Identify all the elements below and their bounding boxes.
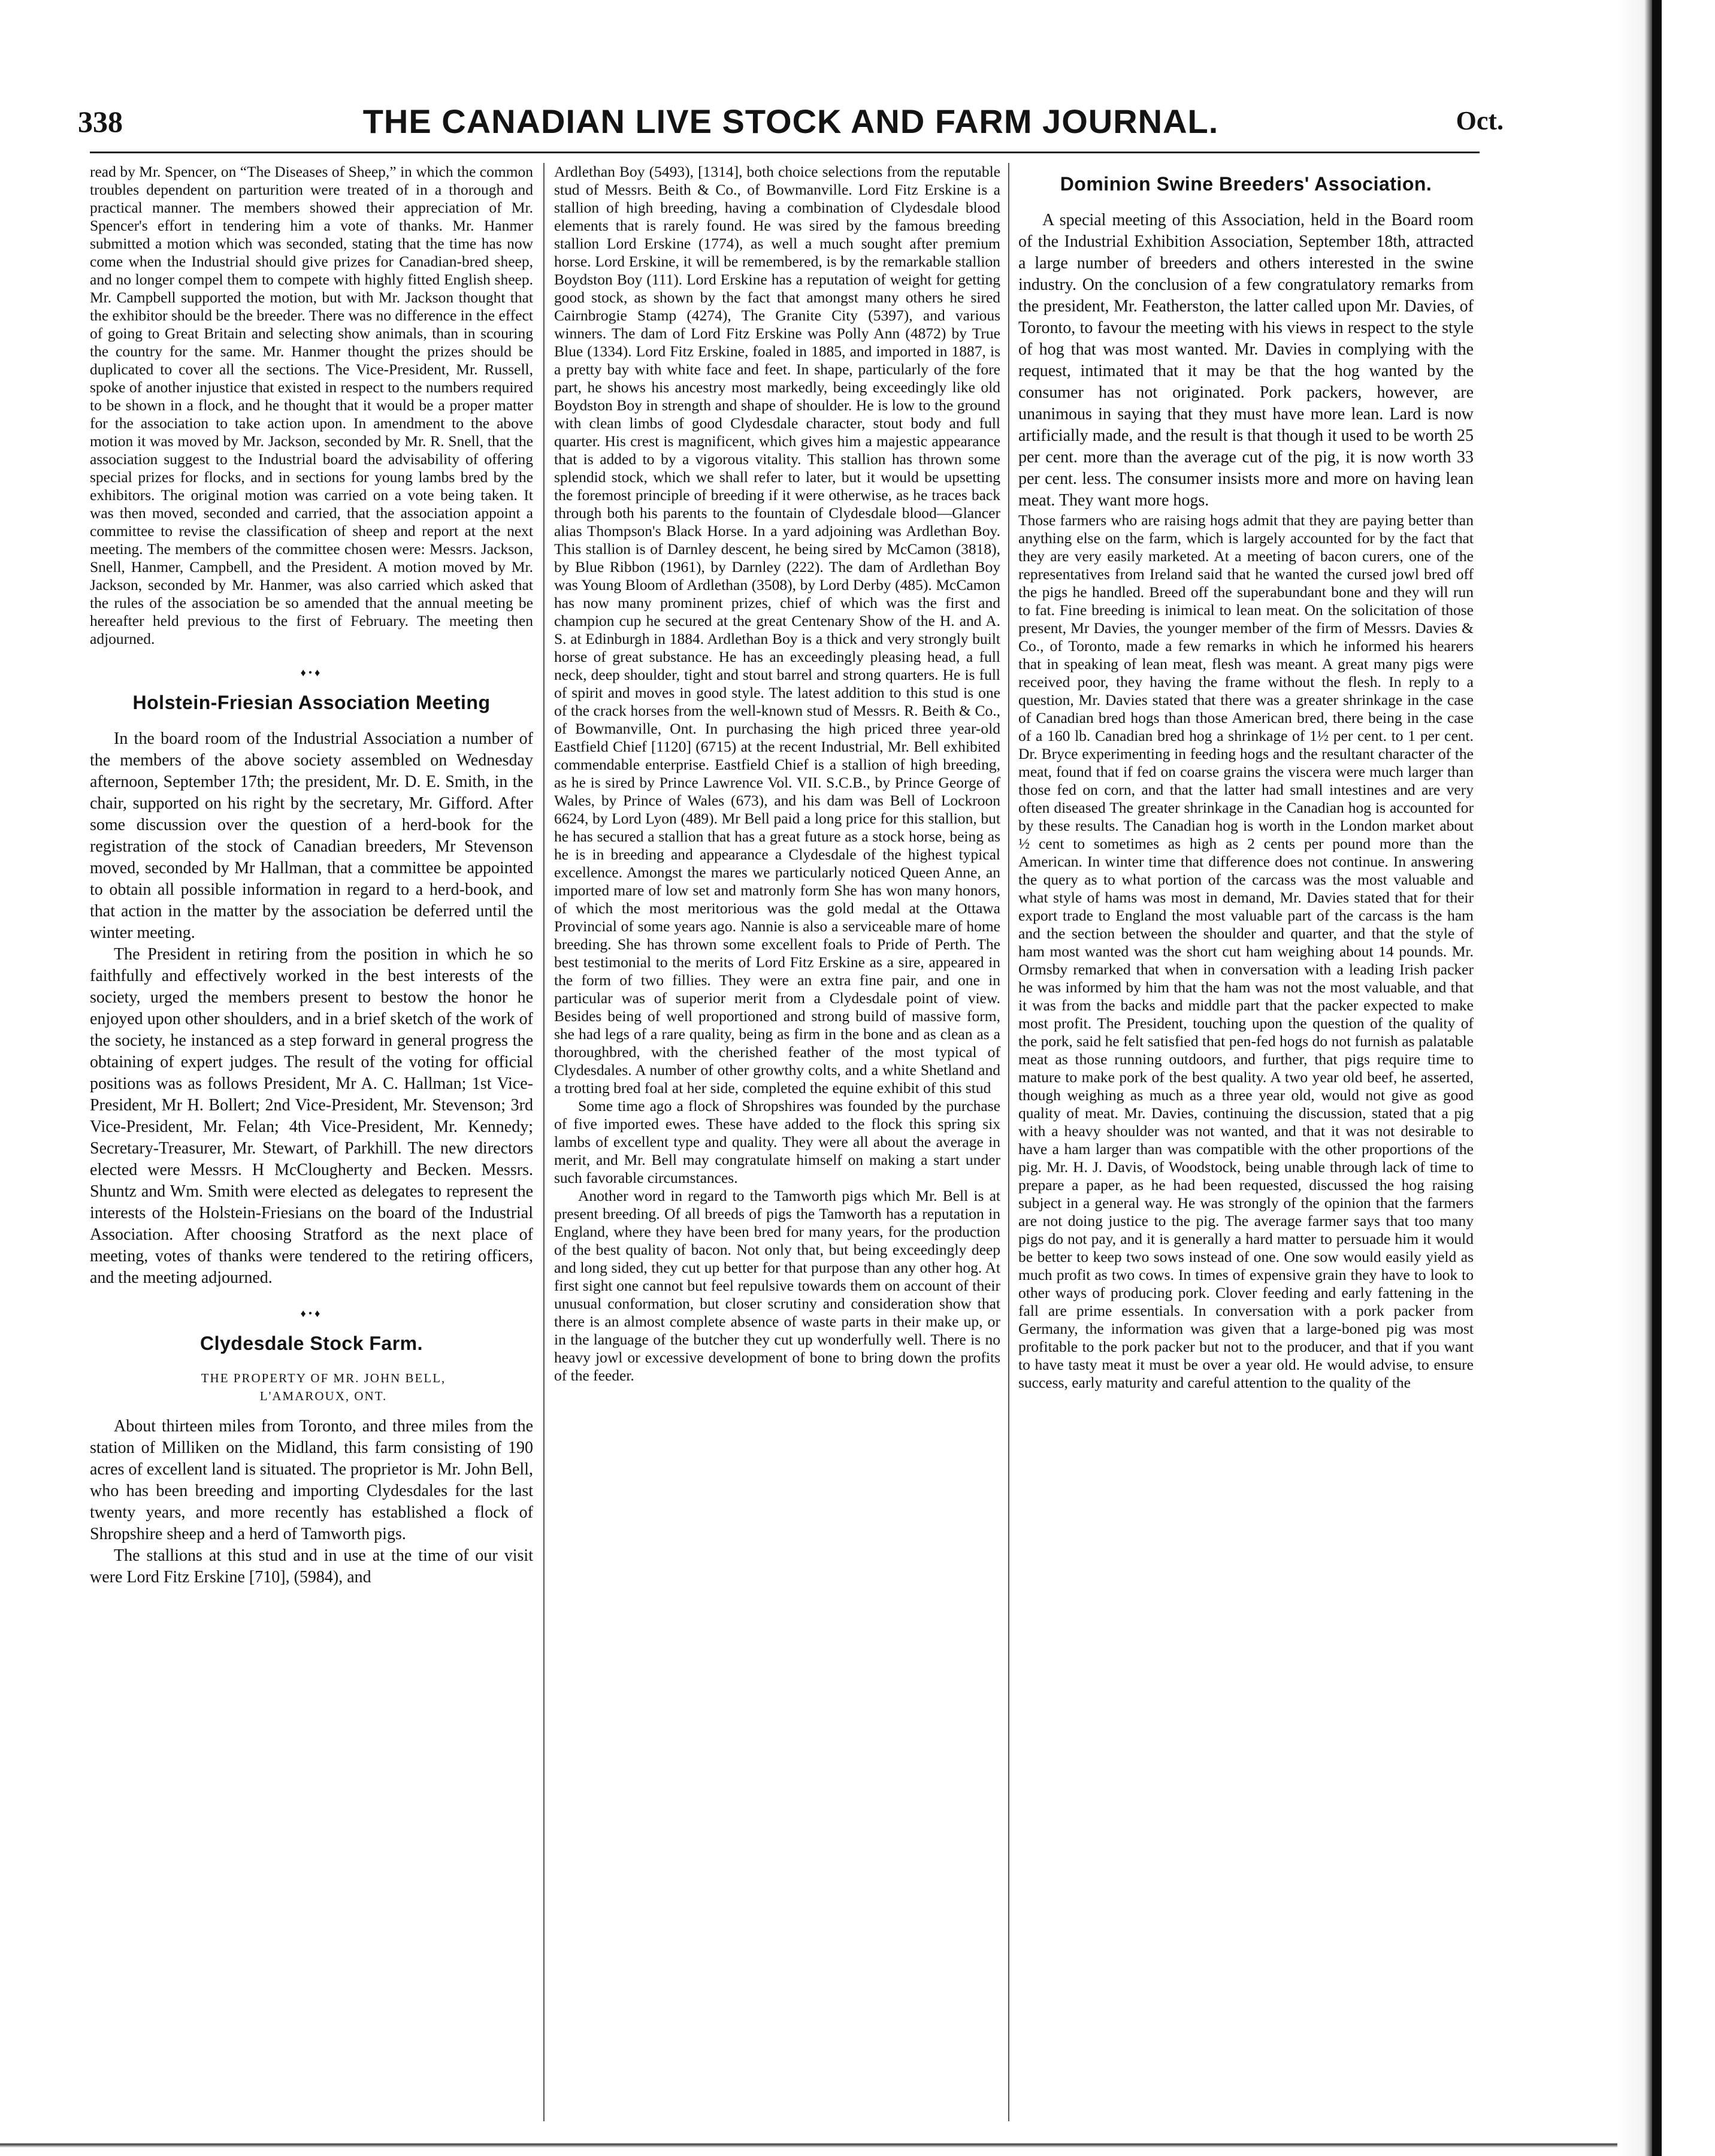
article-heading-swine: Dominion Swine Breeders' Association.	[1060, 173, 1432, 195]
article-paragraph: read by Mr. Spencer, on “The Diseases of Sheep,” in which the common troubles dependent on parturition were treated of in a thorough and practical manner. The members showed their appreciation of Mr. Spencer's effort in tendering him a vote of thanks. Mr. Hanmer submitted a motion which was seconded, stating that the time has now come when the Industrial should give prizes for Canadian-bred sheep, and no longer compel them to compete with highly fitted English sheep. Mr. Campbell supported the motion, but with Mr. Jackson thought that the exhibitor should be the breeder. There was no difference in the effect of going to Great Britain and selecting show animals, than in scouring the country for the same. Mr. Hanmer thought the prizes should be duplicated to cover all the sections. The Vice-President, Mr. Russell, spoke of another injustice that existed in respect to the numbers required to be shown in a flock, and he thought that it would be a proper matter for the association to take action upon. In amendment to the above motion it was moved by Mr. Jackson, seconded by Mr. R. Snell, that the association suggest to the Industrial board the advisability of offering special prizes for flocks, and in sections for young lambs bred by the exhibitors. The original motion was carried on a vote being taken. It was then moved, seconded and carried, that the association appoint a committee to revise the classification of sheep and report at the next meeting. The members of the committee chosen were: Messrs. Jackson, Snell, Hanmer, Campbell, and the President. A motion moved by Mr. Jackson, seconded by Mr. Hanmer, was also carried which asked that the rules of the association be so amended that the annual meeting be hereafter held previous to the first of February. The meeting then adjourned.	[90, 163, 533, 647]
page-number: 338	[78, 105, 123, 138]
article-paragraph: About thirteen miles from Toronto, and three miles from the station of Milliken on the Midland, this farm consisting of 190 acres of excellent land is situated. The proprietor is Mr. John Bell, who has been breeding and importing Clydesdales for the last twenty years, and more recently has established a flock of Shropshire sheep and a herd of Tamworth pigs.	[90, 1417, 533, 1543]
article-subheading: L'AMAROUX, ONT.	[259, 1389, 388, 1403]
article-paragraph: Another word in regard to the Tamworth pigs which Mr. Bell is at present breeding. Of all breeds of pigs the Tamworth has a reputation in England, where they have been bred for many years, for the production of the best quality of bacon. Not only that, but being exceedingly deep and long sided, they cut up better for that purpose than any other hog. At first sight one cannot but feel repulsive towards them on account of their unusual conformation, but closer scrutiny and consideration show that there is an almost complete absence of waste parts in their make up, or in the language of the butcher they cut up wonderfully well. There is no heavy jowl or excessive development of bone to bring down the profits of the feeder.	[554, 1187, 1000, 1384]
column-3	[1018, 163, 1474, 2124]
article-paragraph: The stallions at this stud and in use at the time of our visit were Lord Fitz Erskine [710], (5984), and	[90, 1546, 533, 1586]
column-rule	[1008, 163, 1009, 2121]
column-2	[554, 163, 1000, 2124]
scan-binding-shadow	[1617, 0, 1715, 2156]
article-paragraph: Ardlethan Boy (5493), [1314], both choice selections from the reputable stud of Messrs. Beith & Co., of Bowmanville. Lord Fitz Erskine is a stallion of high breeding, having a combination of Clydesdale blood elements that is rarely found. He was sired by the famous breeding stallion Lord Erskine (1774), as well a much sought after premium horse. Lord Erskine, it will be remembered, is by the remarkable stallion Boydston Boy (111). Lord Erskine has a reputation of weight for getting good stock, as shown by the fact that amongst many others he sired Cairnbrogie Stamp (4274), The Granite City (5397), and various winners. The dam of Lord Fitz Erskine was Polly Ann (4872) by True Blue (1334). Lord Fitz Erskine, foaled in 1885, and imported in 1887, is a pretty bay with white face and feet. In shape, particularly of the fore part, he shows his ancestry most markedly, being exceedingly like old Boydston Boy in strength and shape of shoulder. He is low to the ground with clean limbs of good Clydesdale character, stout body and full quarter. His crest is magnificent, which gives him a majestic appearance that is added to by a vigorous vitality. This stallion has thrown some splendid stock, which we shall refer to later, but it would be upsetting the foremost principle of breeding if it were otherwise, as he traces back through both his parents to the fountain of Clydesdale blood—Glancer alias Thompson's Black Horse. In a yard adjoining was Ardlethan Boy. This stallion is of Darnley descent, he being sired by McCamon (3818), by Blue Ribbon (1961), by Darnley (222). The dam of Ardlethan Boy was Young Bloom of Ardlethan (3508), by Lord Derby (485). McCamon has now many prominent prizes, chief of which was the first and champion cup he secured at the great Centenary Show of the H. and A. S. at Edinburgh in 1884. Ardlethan Boy is a thick and very strongly built horse of great substance. He has an exceedingly pleasing head, a full neck, deep shoulder, tight and stout barrel and strong quarters. He is full of spirit and moves in good style. The latest addition to this stud is one of the crack horses from the well-known stud of Messrs. R. Beith & Co., of Bowmanville, Ont. In purchasing the high priced three year-old Eastfield Chief [1120] (6715) at the recent Industrial, Mr. Bell exhibited commendable enterprise. Eastfield Chief is a stallion of high breeding, as he is sired by Prince Lawrence Vol. VII. S.C.B., by Prince George of Wales, by Prince of Wales (673), and his dam was Bell of Lockroon 6624, by Lord Lyon (489). Mr Bell paid a long price for this stallion, but he has secured a stallion that has a great future as a stock horse, being as he is in breeding and appearance a Clydesdale of the highest typical excellence. Amongst the mares we particularly noticed Queen Anne, an imported mare of low set and matronly form She has won many honors, of which the most meritorious was the gold medal at the Ottawa Provincial of some years ago. Nannie is also a serviceable mare of home breeding. She has thrown some excellent foals to Pride of Perth. The best testimonial to the merits of Lord Fitz Erskine as a sire, appeared in the form of two fillies. They were an extra fine pair, and one in particular was of superior merit from a Clydesdale point of view. Besides being of well proportioned and strong build of massive form, she had legs of a rare quality, being as firm in the bone and as clean as a thoroughbred, with the cherished feather of the most typical of Clydesdales. A number of other growthy colts, and a white Shetland and a trotting bred foal at her side, completed the equine exhibit of this stud	[554, 163, 1000, 1097]
column-rule	[543, 163, 545, 2121]
section-ornament: ♦•♦	[300, 1307, 323, 1319]
article-paragraph: The President in retiring from the position in which he so faithfully and effectively worked in the best interests of the society, urged the members present to bestow the honor he enjoyed upon other shoulders, and in a brief sketch of the work of the society, he instanced as a step forward in general progress the obtaining of expert judges. The result of the voting for official positions was as follows President, Mr A. C. Hallman; 1st Vice-President, Mr H. Bollert; 2nd Vice-President, Mr. Stevenson; 3rd Vice-President, Mr. Felan; 4th Vice-President, Mr. Kennedy; Secretary-Treasurer, Mr. Stewart, of Parkhill. The new directors elected were Messrs. H McClougherty and Becken. Messrs. Shuntz and Wm. Smith were elected as delegates to represent the interests of the Holstein-Friesians on the board of the Industrial Association. After choosing Stratford as the next place of meeting, votes of thanks were tendered to the retiring officers, and the meeting adjourned.	[90, 945, 533, 1287]
section-ornament: ♦•♦	[300, 667, 323, 679]
scan-bottom-edge	[0, 2132, 1617, 2156]
article-subheading: THE PROPERTY OF MR. JOHN BELL,	[201, 1371, 446, 1385]
header-rule	[90, 152, 1480, 153]
article-paragraph: Those farmers who are raising hogs admit that they are paying better than anything else on the farm, which is largely accounted for by the fact that they are very easily marketed. At a meeting of bacon curers, one of the representatives from Ireland said that he wanted the cursed jowl bred off the pigs he handled. Breed off the superabundant bone and they will run to fat. Fine breeding is inimical to lean meat. On the solicitation of those present, Mr Davies, the younger member of the firm of Messrs. Davies & Co., of Toronto, made a few remarks in which he informed his hearers that in speaking of lean meat, flesh was meant. A great many pigs were received poor, they having the frame without the flesh. In reply to a question, Mr. Davies stated that there was a greater shrinkage in the case of Canadian bred hogs than those American bred, there being in the case of a 160 lb. Canadian bred hog a shrinkage of 1½ per cent. to 1 per cent. Dr. Bryce experimenting in feeding hogs and the resultant character of the meat, found that if fed on coarse grains the viscera were much larger than those fed on corn, and that the latter had small intestines and are very often diseased The greater shrinkage in the Canadian hog is accounted for by these results. The Canadian hog is worth in the London market about ½ cent to sometimes as high as 2 cents per pound more than the American. In winter time that difference does not continue. In answering the query as to what portion of the carcass was the most valuable and what style of hams was most in demand, Mr. Davies stated that for their export trade to England the most valuable part of the carcass is the ham and the section between the shoulder and quarter, and that the style of ham most wanted was the short cut ham weighing about 14 pounds. Mr. Ormsby remarked that when in conversation with a leading Irish packer he was informed by him that the ham was not the most valuable, and that it was from the backs and middle part that the packer expected to make most profit. The President, touching upon the question of the quality of the pork, said he felt satisfied that pen-fed hogs do not furnish as palatable meat as those running outdoors, and further, that pigs require time to mature to make pork of the best quality. A two year old beef, he asserted, though weighing as much as a three year old, would not give as good quality of meat. Mr. Davies, continuing the discussion, stated that a pig with a heavy shoulder was not wanted, and that it was not desirable to have a ham larger than was compatible with the other proportions of the pig. Mr. H. J. Davis, of Woodstock, being unable through lack of time to prepare a paper, as he had been requested, discussed the hog raising subject in a general way. He was strongly of the opinion that the farmers are not doing justice to the pig. The average farmer says that too many pigs do not pay, and it is generally a hard matter to persuade him it would be better to keep two sows instead of one. One sow would easily yield as much profit as two cows. In times of expensive grain they have to look to other ways of producing pork. Clover feeding and early fattening in the fall are prime essentials. In conversation with a pork packer from Germany, the information was given that a large-boned pig was most profitable to the pork packer but not to the producer, and that if you want to have tasty meat it must be over a year old. He would advise, to ensure success, early maturity and careful attention to the quality of the	[1018, 511, 1474, 1391]
column-1	[90, 163, 533, 2124]
page-header	[78, 102, 1504, 156]
article-heading-holstein: Holstein-Friesian Association Meeting	[132, 692, 491, 713]
article-paragraph: A special meeting of this Association, held in the Board room of the Industrial Exhibition Association, September 18th, attracted a large number of breeders and others interested in the swine industry. On the conclusion of a few congratulatory remarks from the president, Mr. Featherston, the latter called upon Mr. Davies, of Toronto, to favour the meeting with his views in respect to the style of hog that was most wanted. Mr. Davies in complying with the request, intimated that it may be that the hog wanted by the consumer has not originated. Pork packers, however, are unanimous in saying that they must have more lean. Lard is now artificially made, and the result is that though it used to be worth 25 per cent. more than the average cut of the pig, it is now worth 33 per cent. less. The consumer insists more and more on having lean meat. They want more hogs.	[1018, 211, 1474, 510]
issue-month: Oct.	[1456, 106, 1504, 135]
article-heading-clydesdale: Clydesdale Stock Farm.	[199, 1333, 424, 1354]
article-paragraph: In the board room of the Industrial Association a number of the members of the above society assembled on Wednesday afternoon, September 17th; the president, Mr. D. E. Smith, in the chair, supported on his right by the secretary, Mr. Gifford. After some discussion over the question of a herd-book for the registration of the stock of Canadian breeders, Mr Stevenson moved, seconded by Mr Hallman, that a committee be appointed to obtain all possible information in regard to a herd-book, and that action in the matter by the association be deferred until the winter meeting.	[90, 729, 533, 942]
journal-title: THE CANADIAN LIVE STOCK AND FARM JOURNAL.	[362, 102, 1219, 140]
article-paragraph: Some time ago a flock of Shropshires was founded by the purchase of five imported ewes. These have added to the flock this spring six lambs of excellent type and quality. They were all about the average in merit, and Mr. Bell may congratulate himself on making a start under such favorable circumstances.	[554, 1097, 1000, 1186]
scan-binding-edge	[1652, 0, 1662, 2156]
